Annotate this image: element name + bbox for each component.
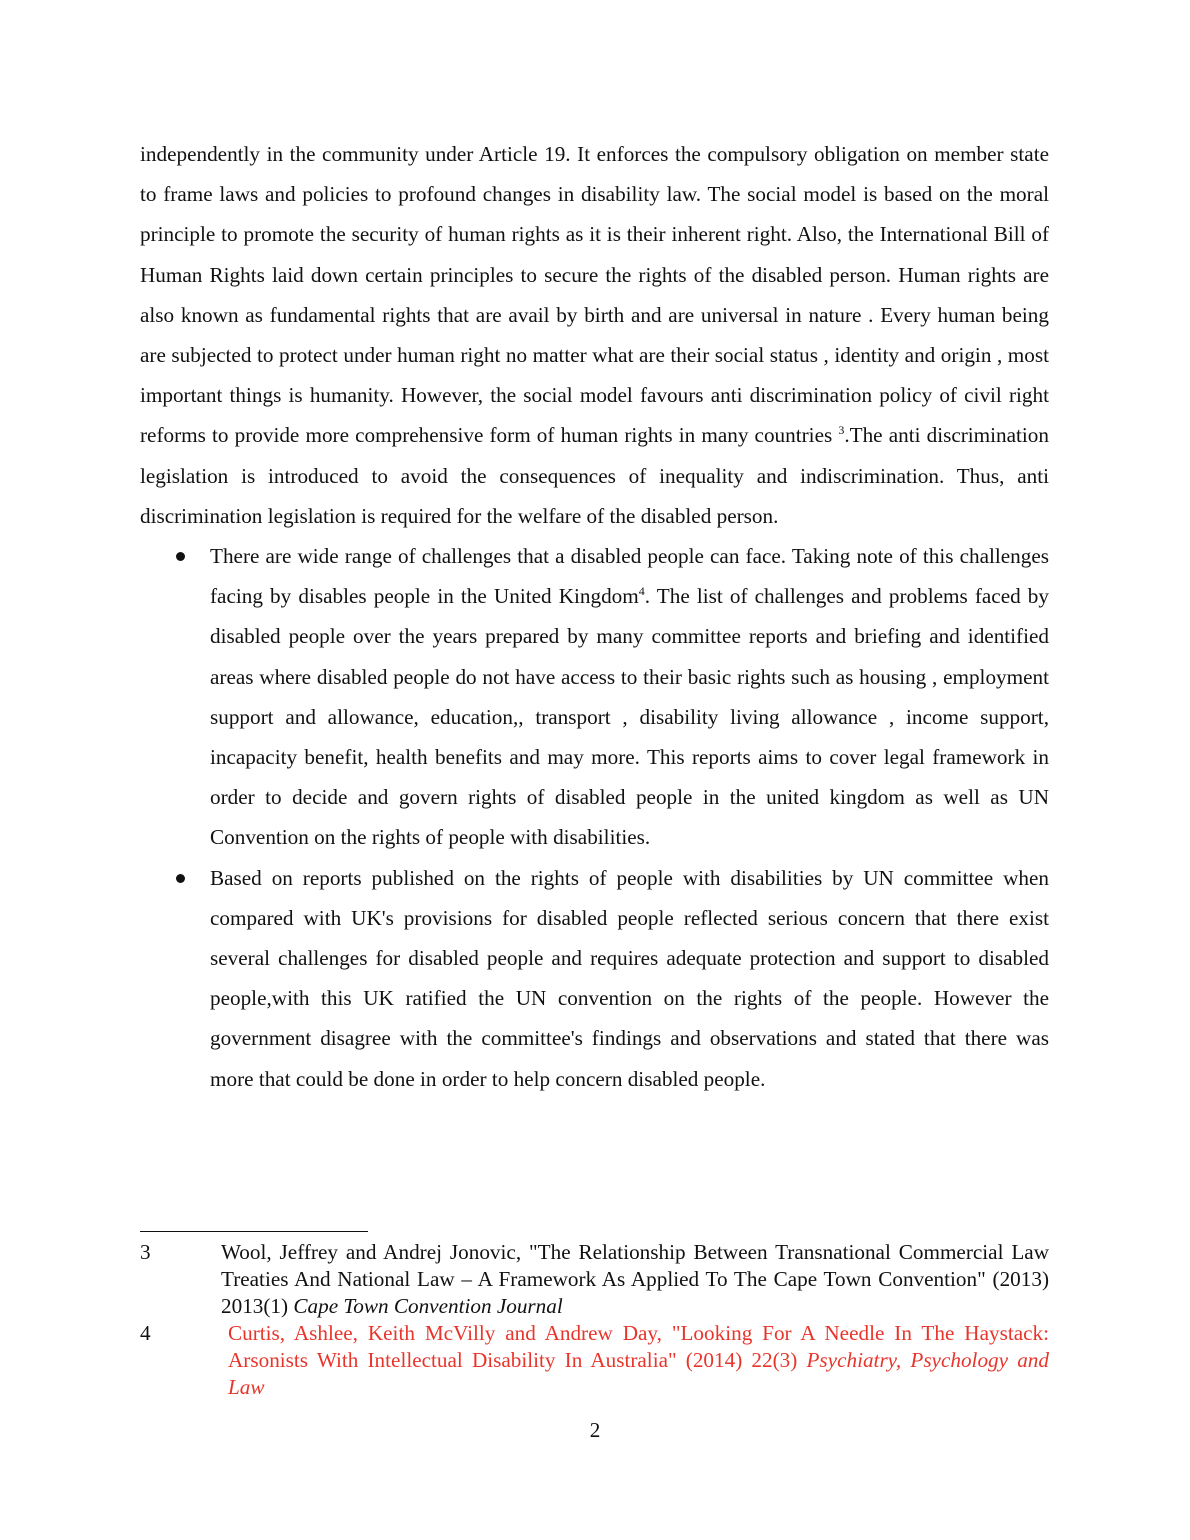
footnote-number: 4 <box>140 1321 151 1345</box>
bullet-text-continued: . The list of challenges and problems faced by disabled people over the years prepared by many committee reports and briefing and identified areas where disabled people do not have access to their basic rights such as housing , employment support and allowance, education,, transport , disability living allowance , income support, incapacity benefit, health benefits and may more. This reports aims to cover legal framework in order to decide and govern rights of disabled people in the united kingdom as well as UN Convention on the rights of people with disabilities. <box>210 584 1049 850</box>
footnote-citation: Wool, Jeffrey and Andrej Jonovic, "The Relationship Between Transnational Commercial Law Treaties And National Law – A Framework As Applied To The Cape Town Convention" (2013) 2013(1) <box>221 1240 1049 1318</box>
footnotes <box>140 1239 1049 1401</box>
footnote-number: 3 <box>140 1240 151 1264</box>
footnote-reference-4[interactable]: 4 <box>638 584 645 599</box>
footnote-separator <box>140 1231 368 1232</box>
footnote-text <box>221 1239 1049 1320</box>
bullet-list <box>140 536 1049 1099</box>
footnote-journal: Psychiatry, Psychology and Law <box>228 1348 1049 1399</box>
bullet-dot-icon <box>176 874 185 883</box>
bullet-item <box>140 858 1049 1099</box>
footnote-reference-3[interactable]: 3 <box>838 423 845 438</box>
footnote-journal: Cape Town Convention Journal <box>293 1294 563 1318</box>
bullet-dot-icon <box>176 552 185 561</box>
paragraph <box>140 134 1049 536</box>
footnote-text <box>228 1320 1049 1401</box>
footnote <box>140 1320 1049 1401</box>
paragraph-text: independently in the community under Article 19. It enforces the compulsory obligation on member state to frame laws and policies to profound changes in disability law. The social model is based on the moral principle to promote the security of human rights as it is their inherent right. Also, the International Bill of Human Rights laid down certain principles to secure the rights of the disabled person. Human rights are also known as fundamental rights that are avail by birth and are universal in nature . Every human being are subjected to protect under human right no matter what are their social status , identity and origin , most important things is humanity. However, the social model favours anti discrimination policy of civil right reforms to provide more comprehensive form of human rights in many countries <box>140 142 1049 448</box>
footnote-citation: Curtis, Ashlee, Keith McVilly and Andrew Day, "Looking For A Needle In The Haystack: Arsonists With Intellectual Disability In Australia" (2014) 22(3) <box>228 1321 1049 1372</box>
paragraph-text-continued: .The anti discrimination legislation is introduced to avoid the consequences of inequality and indiscrimination. Thus, anti discrimination legislation is required for the welfare of the disabled person. <box>140 423 1049 528</box>
bullet-text: There are wide range of challenges that a disabled people can face. Taking note of this challenges facing by disables people in the United Kingdom <box>210 544 1049 609</box>
bullet-item <box>140 536 1049 858</box>
bullet-text: Based on reports published on the rights of people with disabilities by UN committee when compared with UK's provisions for disabled people reflected serious concern that there exist several challenges for disabled people and requires adequate protection and support to disabled people,with this UK ratified the UN convention on the rights of the people. However the government disagree with the committee's findings and observations and stated that there was more that could be done in order to help concern disabled people. <box>210 865 1049 1091</box>
body-text <box>140 134 1049 1099</box>
page-number: 2 <box>589 1418 601 1442</box>
footnote <box>140 1239 1049 1320</box>
